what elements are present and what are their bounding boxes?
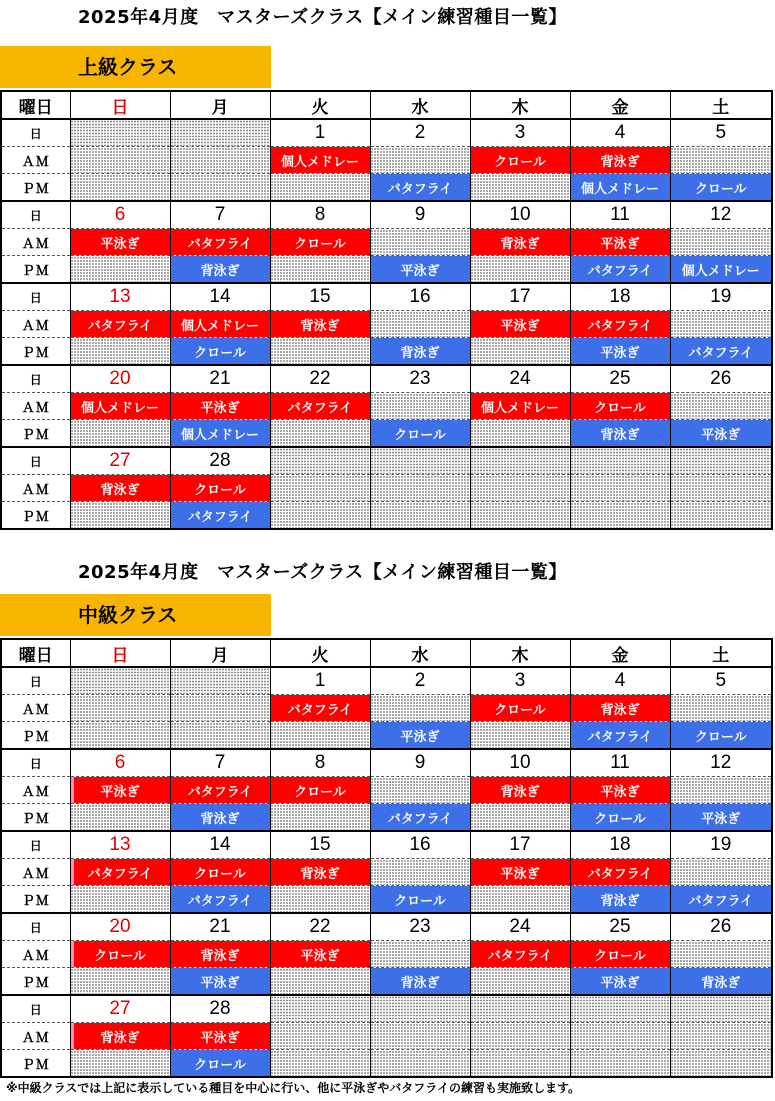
date-cell: 14 [170, 831, 270, 859]
event-cell: 平泳ぎ [570, 338, 670, 366]
event-cell: クロール [70, 941, 170, 968]
event-cell: バタフライ [670, 886, 772, 914]
date-row [1, 283, 772, 311]
sheet-title-intermediate: 2025年4月度 マスターズクラス【メイン練習種目一覧】 [78, 562, 567, 583]
empty-slot [470, 420, 570, 448]
event-cell: 背泳ぎ [370, 338, 470, 366]
row-label-am: ＡＭ [1, 777, 70, 804]
pm-row [1, 338, 772, 366]
date-cell [570, 447, 670, 475]
pm-row [1, 174, 772, 202]
empty-slot [370, 229, 470, 256]
date-cell: 27 [70, 995, 170, 1023]
empty-slot [370, 147, 470, 174]
empty-slot [470, 1050, 570, 1078]
date-cell: 18 [570, 283, 670, 311]
date-cell: 16 [370, 831, 470, 859]
date-cell: 1 [270, 667, 370, 695]
empty-slot [370, 393, 470, 420]
empty-slot [270, 174, 370, 202]
weekday-header: 土 [670, 639, 772, 667]
event-cell: バタフライ [370, 174, 470, 202]
date-cell [70, 667, 170, 695]
date-cell: 23 [370, 365, 470, 393]
event-cell: 平泳ぎ [170, 968, 270, 996]
row-label-pm: ＰＭ [1, 256, 70, 284]
am-row [1, 147, 772, 174]
pm-row [1, 502, 772, 530]
am-row [1, 311, 772, 338]
date-cell [70, 119, 170, 147]
date-cell [670, 447, 772, 475]
date-row [1, 995, 772, 1023]
empty-slot [70, 174, 170, 202]
date-cell [370, 995, 470, 1023]
row-label-am: ＡＭ [1, 229, 70, 256]
weekday-header-row [1, 639, 772, 667]
date-cell: 22 [270, 365, 370, 393]
row-label-am: ＡＭ [1, 695, 70, 722]
weekday-header: 木 [470, 91, 570, 119]
event-cell: バタフライ [170, 777, 270, 804]
event-cell: クロール [670, 722, 772, 750]
empty-slot [670, 393, 772, 420]
date-cell: 23 [370, 913, 470, 941]
am-row [1, 1023, 772, 1050]
date-cell: 17 [470, 831, 570, 859]
empty-slot [370, 859, 470, 886]
weekday-header: 日 [70, 91, 170, 119]
empty-slot [70, 695, 170, 722]
weekday-header: 木 [470, 639, 570, 667]
date-cell: 13 [70, 831, 170, 859]
row-label-pm: ＰＭ [1, 886, 70, 914]
footnote: ※中級クラスでは上記に表示している種目を中心に行い、他に平泳ぎやバタフライの練習も実施致します。 [6, 1081, 580, 1095]
date-cell: 12 [670, 201, 772, 229]
empty-slot [470, 174, 570, 202]
date-cell: 21 [170, 913, 270, 941]
event-cell: 個人メドレー [470, 393, 570, 420]
event-cell: 平泳ぎ [570, 968, 670, 996]
empty-slot [470, 256, 570, 284]
row-label-pm: ＰＭ [1, 804, 70, 832]
event-cell: 背泳ぎ [270, 311, 370, 338]
event-cell: 平泳ぎ [470, 859, 570, 886]
event-cell: 背泳ぎ [270, 859, 370, 886]
row-label-day: 日 [1, 201, 70, 229]
empty-slot [470, 1023, 570, 1050]
row-label-am: ＡＭ [1, 1023, 70, 1050]
date-cell: 21 [170, 365, 270, 393]
empty-slot [270, 1023, 370, 1050]
date-cell: 19 [670, 283, 772, 311]
date-cell: 8 [270, 749, 370, 777]
empty-slot [470, 804, 570, 832]
empty-slot [670, 475, 772, 502]
date-cell [370, 447, 470, 475]
event-cell: 背泳ぎ [470, 777, 570, 804]
date-cell: 13 [70, 283, 170, 311]
date-cell: 9 [370, 201, 470, 229]
empty-slot [370, 941, 470, 968]
event-cell: バタフライ [170, 502, 270, 530]
row-label-day: 日 [1, 119, 70, 147]
event-cell: バタフライ [270, 393, 370, 420]
date-cell [570, 995, 670, 1023]
event-cell: バタフライ [170, 229, 270, 256]
event-cell: 平泳ぎ [470, 311, 570, 338]
date-cell: 2 [370, 667, 470, 695]
pm-row [1, 256, 772, 284]
date-cell: 12 [670, 749, 772, 777]
date-cell: 7 [170, 201, 270, 229]
pm-row [1, 886, 772, 914]
event-cell: クロール [470, 695, 570, 722]
row-label-pm: ＰＭ [1, 338, 70, 366]
event-cell: バタフライ [70, 859, 170, 886]
row-label-pm: ＰＭ [1, 502, 70, 530]
date-row [1, 119, 772, 147]
date-cell: 19 [670, 831, 772, 859]
date-row [1, 365, 772, 393]
event-cell: 背泳ぎ [70, 475, 170, 502]
event-cell: 平泳ぎ [70, 777, 170, 804]
weekday-header: 月 [170, 91, 270, 119]
empty-slot [370, 311, 470, 338]
event-cell: 背泳ぎ [370, 968, 470, 996]
event-cell: 平泳ぎ [570, 777, 670, 804]
row-label-am: ＡＭ [1, 147, 70, 174]
empty-slot [370, 475, 470, 502]
empty-slot [270, 338, 370, 366]
date-cell [170, 667, 270, 695]
empty-slot [470, 722, 570, 750]
empty-slot [70, 256, 170, 284]
event-cell: 背泳ぎ [470, 229, 570, 256]
am-row [1, 475, 772, 502]
date-cell: 27 [70, 447, 170, 475]
empty-slot [470, 502, 570, 530]
date-cell: 3 [470, 119, 570, 147]
empty-slot [270, 1050, 370, 1078]
weekday-header-label: 曜日 [1, 639, 70, 667]
date-cell: 11 [570, 749, 670, 777]
date-row [1, 447, 772, 475]
empty-slot [570, 1023, 670, 1050]
event-cell: バタフライ [570, 722, 670, 750]
empty-slot [270, 420, 370, 448]
empty-slot [70, 338, 170, 366]
date-cell: 6 [70, 201, 170, 229]
date-cell: 3 [470, 667, 570, 695]
event-cell: クロール [370, 886, 470, 914]
empty-slot [670, 695, 772, 722]
date-cell: 20 [70, 913, 170, 941]
class-label-intermediate: 中級クラス [0, 594, 271, 636]
date-cell: 22 [270, 913, 370, 941]
date-row [1, 749, 772, 777]
date-cell: 2 [370, 119, 470, 147]
am-row [1, 777, 772, 804]
row-label-day: 日 [1, 667, 70, 695]
am-row [1, 859, 772, 886]
empty-slot [470, 886, 570, 914]
empty-slot [670, 1050, 772, 1078]
weekday-header: 日 [70, 639, 170, 667]
event-cell: 背泳ぎ [170, 256, 270, 284]
class-label-advanced: 上級クラス [0, 46, 271, 88]
row-label-pm: ＰＭ [1, 1050, 70, 1078]
empty-slot [70, 502, 170, 530]
event-cell: 平泳ぎ [170, 393, 270, 420]
event-cell: クロール [170, 338, 270, 366]
event-cell: バタフライ [470, 941, 570, 968]
event-cell: 個人メドレー [670, 256, 772, 284]
event-cell: 背泳ぎ [70, 1023, 170, 1050]
event-cell: バタフライ [670, 338, 772, 366]
date-cell [270, 995, 370, 1023]
date-cell: 24 [470, 913, 570, 941]
event-cell: クロール [570, 941, 670, 968]
event-cell: バタフライ [570, 859, 670, 886]
date-cell [270, 447, 370, 475]
weekday-header: 金 [570, 639, 670, 667]
event-cell: バタフライ [570, 256, 670, 284]
weekday-header: 月 [170, 639, 270, 667]
date-row [1, 201, 772, 229]
empty-slot [470, 475, 570, 502]
date-cell: 4 [570, 119, 670, 147]
date-cell: 4 [570, 667, 670, 695]
empty-slot [570, 1050, 670, 1078]
empty-slot [370, 502, 470, 530]
am-row [1, 393, 772, 420]
weekday-header: 火 [270, 91, 370, 119]
event-cell: 背泳ぎ [570, 420, 670, 448]
empty-slot [70, 147, 170, 174]
pm-row [1, 804, 772, 832]
event-cell: 個人メドレー [570, 174, 670, 202]
row-label-day: 日 [1, 749, 70, 777]
row-label-day: 日 [1, 365, 70, 393]
date-cell: 9 [370, 749, 470, 777]
row-label-day: 日 [1, 831, 70, 859]
date-row [1, 831, 772, 859]
event-cell: 平泳ぎ [170, 1023, 270, 1050]
event-cell: クロール [370, 420, 470, 448]
event-cell: クロール [270, 229, 370, 256]
empty-slot [70, 886, 170, 914]
event-cell: 個人メドレー [270, 147, 370, 174]
weekday-header: 金 [570, 91, 670, 119]
am-row [1, 229, 772, 256]
date-cell: 15 [270, 831, 370, 859]
event-cell: 背泳ぎ [170, 804, 270, 832]
row-label-am: ＡＭ [1, 941, 70, 968]
event-cell: 平泳ぎ [270, 941, 370, 968]
date-cell [670, 995, 772, 1023]
event-cell: バタフライ [170, 886, 270, 914]
empty-slot [270, 475, 370, 502]
event-cell: バタフライ [70, 311, 170, 338]
pm-row [1, 1050, 772, 1078]
event-cell: 平泳ぎ [70, 229, 170, 256]
empty-slot [70, 1050, 170, 1078]
date-row [1, 667, 772, 695]
row-label-day: 日 [1, 995, 70, 1023]
row-label-pm: ＰＭ [1, 968, 70, 996]
empty-slot [270, 256, 370, 284]
event-cell: クロール [170, 859, 270, 886]
empty-slot [670, 229, 772, 256]
event-cell: 背泳ぎ [570, 886, 670, 914]
empty-slot [70, 804, 170, 832]
empty-slot [570, 502, 670, 530]
event-cell: 背泳ぎ [170, 941, 270, 968]
empty-slot [170, 722, 270, 750]
pm-row [1, 722, 772, 750]
date-cell [470, 995, 570, 1023]
empty-slot [70, 420, 170, 448]
pm-row [1, 420, 772, 448]
event-cell: 個人メドレー [170, 311, 270, 338]
date-cell: 15 [270, 283, 370, 311]
date-row [1, 913, 772, 941]
empty-slot [670, 311, 772, 338]
schedule-table-advanced [0, 90, 773, 530]
pm-row [1, 968, 772, 996]
row-label-am: ＡＭ [1, 393, 70, 420]
event-cell: クロール [170, 475, 270, 502]
date-cell: 10 [470, 749, 570, 777]
date-cell: 16 [370, 283, 470, 311]
row-label-pm: ＰＭ [1, 722, 70, 750]
row-label-day: 日 [1, 283, 70, 311]
schedule-table-intermediate [0, 638, 773, 1078]
empty-slot [670, 777, 772, 804]
sheet-title-advanced: 2025年4月度 マスターズクラス【メイン練習種目一覧】 [78, 7, 567, 28]
event-cell: クロール [570, 393, 670, 420]
event-cell: 背泳ぎ [570, 695, 670, 722]
empty-slot [370, 1050, 470, 1078]
date-cell: 28 [170, 447, 270, 475]
weekday-header: 火 [270, 639, 370, 667]
row-label-am: ＡＭ [1, 475, 70, 502]
empty-slot [670, 502, 772, 530]
date-cell: 5 [670, 119, 772, 147]
weekday-header-label: 曜日 [1, 91, 70, 119]
empty-slot [670, 941, 772, 968]
empty-slot [270, 886, 370, 914]
event-cell: クロール [570, 804, 670, 832]
empty-slot [370, 695, 470, 722]
event-cell: クロール [670, 174, 772, 202]
date-cell: 17 [470, 283, 570, 311]
event-cell: 平泳ぎ [570, 229, 670, 256]
date-cell: 25 [570, 365, 670, 393]
empty-slot [270, 968, 370, 996]
row-label-pm: ＰＭ [1, 420, 70, 448]
date-cell: 24 [470, 365, 570, 393]
empty-slot [70, 968, 170, 996]
date-cell: 28 [170, 995, 270, 1023]
event-cell: 平泳ぎ [370, 722, 470, 750]
empty-slot [670, 859, 772, 886]
event-cell: バタフライ [270, 695, 370, 722]
empty-slot [170, 147, 270, 174]
empty-slot [170, 174, 270, 202]
empty-slot [370, 777, 470, 804]
date-cell [470, 447, 570, 475]
weekday-header: 土 [670, 91, 772, 119]
empty-slot [270, 804, 370, 832]
empty-slot [670, 1023, 772, 1050]
event-cell: 個人メドレー [70, 393, 170, 420]
empty-slot [470, 338, 570, 366]
empty-slot [370, 1023, 470, 1050]
event-cell: 背泳ぎ [670, 968, 772, 996]
am-row [1, 695, 772, 722]
date-cell: 26 [670, 365, 772, 393]
date-cell [170, 119, 270, 147]
date-cell: 8 [270, 201, 370, 229]
row-label-am: ＡＭ [1, 311, 70, 338]
row-label-day: 日 [1, 913, 70, 941]
date-cell: 20 [70, 365, 170, 393]
empty-slot [170, 695, 270, 722]
row-label-day: 日 [1, 447, 70, 475]
empty-slot [270, 722, 370, 750]
event-cell: 個人メドレー [170, 420, 270, 448]
event-cell: クロール [170, 1050, 270, 1078]
empty-slot [470, 968, 570, 996]
date-cell: 14 [170, 283, 270, 311]
event-cell: クロール [470, 147, 570, 174]
event-cell: バタフライ [370, 804, 470, 832]
empty-slot [270, 502, 370, 530]
row-label-pm: ＰＭ [1, 174, 70, 202]
row-label-am: ＡＭ [1, 859, 70, 886]
empty-slot [670, 147, 772, 174]
date-cell: 11 [570, 201, 670, 229]
weekday-header: 水 [370, 91, 470, 119]
weekday-header: 水 [370, 639, 470, 667]
date-cell: 5 [670, 667, 772, 695]
am-row [1, 941, 772, 968]
event-cell: 背泳ぎ [570, 147, 670, 174]
date-cell: 10 [470, 201, 570, 229]
date-cell: 6 [70, 749, 170, 777]
event-cell: 平泳ぎ [670, 420, 772, 448]
event-cell: クロール [270, 777, 370, 804]
date-cell: 25 [570, 913, 670, 941]
event-cell: 平泳ぎ [370, 256, 470, 284]
date-cell: 18 [570, 831, 670, 859]
event-cell: 平泳ぎ [670, 804, 772, 832]
empty-slot [70, 722, 170, 750]
weekday-header-row [1, 91, 772, 119]
date-cell: 26 [670, 913, 772, 941]
date-cell: 1 [270, 119, 370, 147]
empty-slot [570, 475, 670, 502]
event-cell: バタフライ [570, 311, 670, 338]
date-cell: 7 [170, 749, 270, 777]
